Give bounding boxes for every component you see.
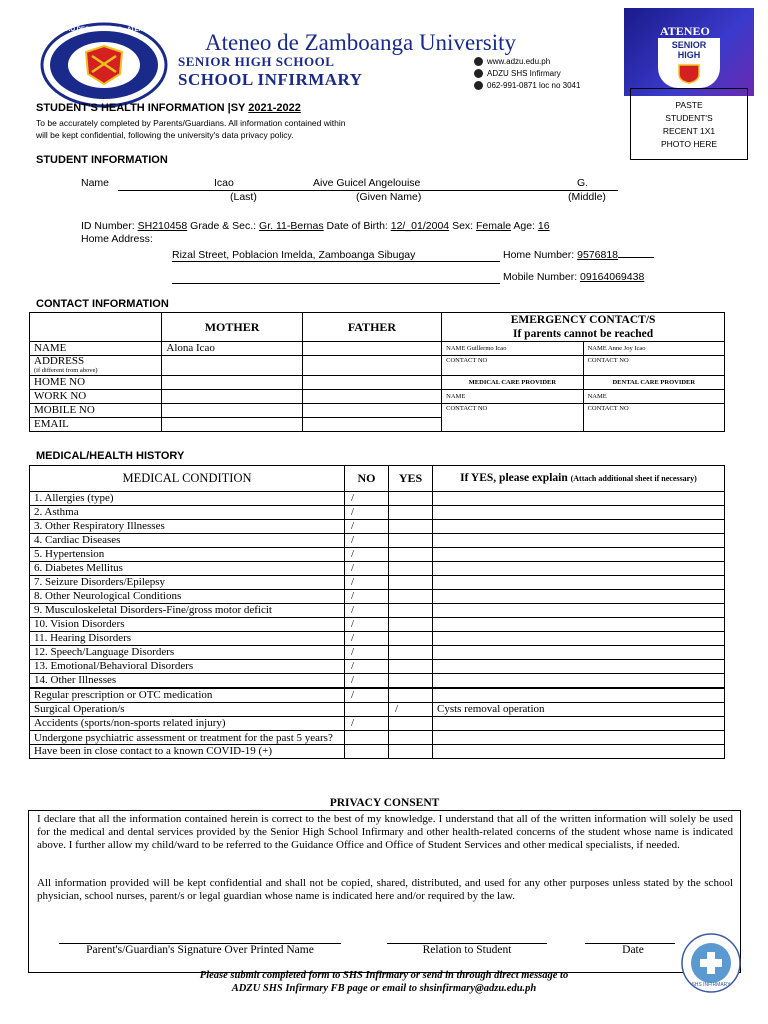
condition-label: 14. Other Illnesses: [30, 674, 345, 689]
explain-cell[interactable]: [433, 660, 725, 674]
col-explain: [433, 466, 725, 492]
intro-text-2: will be kept confidential, following the university's data privacy policy.: [36, 130, 294, 140]
yes-mark[interactable]: [389, 604, 433, 618]
history-title: MEDICAL/HEALTH HISTORY: [36, 450, 185, 462]
phone-text: 062-991-0871 loc no 3041: [487, 81, 581, 90]
photo-line-2: STUDENT'S: [665, 113, 713, 123]
condition-label: 12. Speech/Language Disorders: [30, 646, 345, 660]
relation-label: Relation to Student: [422, 944, 512, 956]
mother-address[interactable]: [162, 356, 302, 376]
condition-label: Accidents (sports/non-sports related injury): [30, 717, 345, 731]
table-row: [30, 492, 725, 506]
table-row: [30, 520, 725, 534]
photo-box[interactable]: [630, 88, 748, 160]
home-number-row: [503, 249, 654, 261]
id-value[interactable]: SH210458: [137, 220, 188, 232]
date-label: Date: [622, 944, 644, 956]
name-label: Name: [81, 177, 110, 189]
mother-work[interactable]: [162, 390, 302, 404]
no-mark[interactable]: /: [345, 520, 389, 534]
explain-cell[interactable]: [433, 646, 725, 660]
col-no: NO: [345, 466, 389, 492]
explain-cell[interactable]: [433, 590, 725, 604]
table-row: [30, 660, 725, 674]
website-text[interactable]: www.adzu.edu.ph: [487, 57, 551, 66]
age-value[interactable]: 16: [537, 220, 550, 232]
row-mobile-label: MOBILE NO: [30, 404, 162, 418]
condition-label: 10. Vision Disorders: [30, 618, 345, 632]
intro-text-1: To be accurately completed by Parents/Guardians. All information contained within: [36, 118, 346, 128]
yes-mark[interactable]: [389, 632, 433, 646]
row-name-label: NAME: [30, 342, 162, 356]
medical-provider-label: MEDICAL CARE PROVIDER: [442, 376, 583, 390]
table-row: [30, 562, 725, 576]
mobile-label: Mobile Number:: [503, 271, 578, 283]
history-table: [29, 465, 725, 759]
signature-label: Parent's/Guardian's Signature Over Printed Name: [86, 944, 314, 956]
table-row: [30, 618, 725, 632]
form-title: [36, 102, 301, 114]
table-row: [30, 731, 725, 745]
condition-label: Undergone psychiatric assessment or treatment for the past 5 years?: [30, 731, 345, 745]
father-address[interactable]: [302, 356, 441, 376]
home-number-label: Home Number:: [503, 249, 575, 261]
mother-home[interactable]: [162, 376, 302, 390]
yes-mark[interactable]: [389, 562, 433, 576]
privacy-para-2: All information provided will be kept confidential and shall not be copied, shared, distributed, and used for any other purposes unless stated by the school physician, school nurses, parent/s or legal guardian whose name is indicated here and/or required by the law.: [37, 877, 733, 902]
sex-value[interactable]: Female: [476, 220, 512, 232]
explain-cell[interactable]: [433, 618, 725, 632]
given-name[interactable]: Aive Guicel Angelouise: [313, 177, 421, 189]
condition-label: 9. Musculoskeletal Disorders-Fine/gross motor deficit: [30, 604, 345, 618]
age-label: Age:: [513, 220, 535, 232]
photo-line-3: RECENT 1X1: [662, 126, 716, 136]
stamp-text: SHS INFIRMARY: [691, 982, 731, 988]
facebook-icon: [474, 69, 483, 78]
dental-provider-label: DENTAL CARE PROVIDER: [583, 376, 724, 390]
condition-label: 2. Asthma: [30, 506, 345, 520]
address-row-text: ADDRESS: [34, 355, 85, 367]
logo-shs-text: SENIOR HIGH: [671, 40, 707, 60]
table-row: [30, 506, 725, 520]
dental-provider-contact[interactable]: CONTACT NO: [583, 404, 724, 432]
yes-mark[interactable]: [389, 731, 433, 745]
yes-mark[interactable]: /: [389, 703, 433, 717]
privacy-para-1: I declare that all the information contained herein is correct to the best of my knowledge. I understand that all of the written information will solely be used for the medical and dental services provided by the Senior High School Infirmary and other health-related concerns of the student whose name is indicated above. I further allow my child/ward to be referred to the Guidance Office and Office of Student Services and other medical specialists, if needed.: [37, 813, 733, 851]
logo-ateneo-text: ATENEO: [660, 24, 710, 38]
table-row: [30, 604, 725, 618]
no-mark[interactable]: /: [345, 590, 389, 604]
emergency-2-name[interactable]: NAME Anne Joy Icao: [583, 342, 724, 356]
yes-mark[interactable]: [389, 660, 433, 674]
facebook-line: [474, 69, 561, 78]
row-email-label: EMAIL: [30, 418, 162, 432]
table-row: [30, 703, 725, 717]
explain-cell[interactable]: [433, 506, 725, 520]
mother-email[interactable]: [162, 418, 302, 432]
school-name: SENIOR HIGH SCHOOL: [178, 54, 335, 69]
explain-cell[interactable]: [433, 492, 725, 506]
yes-mark[interactable]: [389, 674, 433, 689]
emergency-title: EMERGENCY CONTACT/S: [510, 314, 656, 326]
yes-mark[interactable]: [389, 618, 433, 632]
explain-cell[interactable]: [433, 576, 725, 590]
no-mark[interactable]: /: [345, 506, 389, 520]
col-yes: YES: [389, 466, 433, 492]
table-row: [30, 646, 725, 660]
student-info-title: STUDENT INFORMATION: [36, 154, 168, 166]
explain-cell[interactable]: [433, 745, 725, 759]
col-father: FATHER: [302, 313, 441, 342]
dental-provider-name[interactable]: NAME: [583, 390, 724, 404]
col-condition: MEDICAL CONDITION: [30, 466, 345, 492]
no-mark[interactable]: /: [345, 646, 389, 660]
emergency-1-contact[interactable]: CONTACT NO: [442, 356, 583, 376]
no-mark[interactable]: /: [345, 576, 389, 590]
contact-table: [29, 312, 725, 432]
ateneo-shs-logo: [624, 8, 754, 96]
condition-label: Surgical Operation/s: [30, 703, 345, 717]
father-mobile[interactable]: [302, 404, 441, 418]
condition-label: 4. Cardiac Diseases: [30, 534, 345, 548]
condition-label: 7. Seizure Disorders/Epilepsy: [30, 576, 345, 590]
yes-mark[interactable]: [389, 548, 433, 562]
explain-cell[interactable]: [433, 632, 725, 646]
infirmary-name: SCHOOL INFIRMARY: [178, 70, 363, 89]
given-caption: (Given Name): [356, 191, 422, 203]
university-name: Ateneo de Zamboanga University: [205, 30, 517, 55]
no-mark[interactable]: /: [345, 717, 389, 731]
row-home-label: HOME NO: [30, 376, 162, 390]
explain-cell[interactable]: [433, 604, 725, 618]
yes-mark[interactable]: [389, 717, 433, 731]
no-mark[interactable]: [345, 703, 389, 717]
shield-icon: [678, 64, 700, 84]
no-mark[interactable]: [345, 731, 389, 745]
seal-icon: [40, 22, 203, 108]
no-mark[interactable]: /: [345, 674, 389, 689]
dob-value[interactable]: 12/_01/2004: [390, 220, 450, 232]
condition-label: 5. Hypertension: [30, 548, 345, 562]
explain-cell[interactable]: [433, 520, 725, 534]
no-mark[interactable]: /: [345, 534, 389, 548]
explain-cell[interactable]: [433, 688, 725, 703]
father-work[interactable]: [302, 390, 441, 404]
condition-label: 11. Hearing Disorders: [30, 632, 345, 646]
phone-icon: [474, 81, 483, 90]
privacy-box: [28, 810, 741, 973]
col-explain-text: If YES, please explain: [460, 472, 568, 484]
condition-label: 13. Emotional/Behavioral Disorders: [30, 660, 345, 674]
medical-provider-contact[interactable]: CONTACT NO: [442, 404, 583, 432]
condition-label: 6. Diabetes Mellitus: [30, 562, 345, 576]
address-row-note: (if different from above): [34, 367, 98, 374]
dob-label: Date of Birth:: [326, 220, 388, 232]
id-label: ID Number:: [81, 220, 135, 232]
medical-provider-name[interactable]: NAME: [442, 390, 583, 404]
no-mark[interactable]: /: [345, 618, 389, 632]
yes-mark[interactable]: [389, 520, 433, 534]
yes-mark[interactable]: [389, 576, 433, 590]
mother-name[interactable]: Alona Icao: [162, 342, 302, 356]
table-row: [30, 632, 725, 646]
last-name[interactable]: Icao: [214, 177, 234, 189]
no-mark[interactable]: /: [345, 632, 389, 646]
explain-cell[interactable]: [433, 548, 725, 562]
globe-icon: [474, 57, 483, 66]
emergency-2-contact[interactable]: CONTACT NO: [583, 356, 724, 376]
no-mark[interactable]: /: [345, 604, 389, 618]
no-mark[interactable]: /: [345, 562, 389, 576]
explain-cell[interactable]: Cysts removal operation: [433, 703, 725, 717]
address-value[interactable]: Rizal Street, Poblacion Imelda, Zamboanga Sibugay: [172, 249, 500, 262]
no-mark[interactable]: /: [345, 688, 389, 703]
footer-line-2: ADZU SHS Infirmary FB page or email to shsinfirmary@adzu.edu.ph: [231, 983, 537, 994]
condition-label: 3. Other Respiratory Illnesses: [30, 520, 345, 534]
facebook-text[interactable]: ADZU SHS Infirmary: [487, 69, 561, 78]
explain-cell[interactable]: [433, 562, 725, 576]
mobile-row: [503, 271, 644, 283]
website-line: [474, 57, 550, 66]
yes-mark[interactable]: [389, 688, 433, 703]
table-row: [30, 717, 725, 731]
form-title-prefix: STUDENT'S HEALTH INFORMATION |SY: [36, 102, 249, 114]
mobile-value[interactable]: 09164069438: [580, 271, 645, 283]
sex-label: Sex:: [452, 220, 474, 232]
explain-cell[interactable]: [433, 534, 725, 548]
yes-mark[interactable]: [389, 492, 433, 506]
photo-line-1: PASTE: [675, 100, 703, 110]
middle-caption: (Middle): [568, 191, 606, 203]
yes-mark[interactable]: [389, 506, 433, 520]
row-work-label: WORK NO: [30, 390, 162, 404]
yes-mark[interactable]: [389, 534, 433, 548]
table-row: [30, 688, 725, 703]
address-label: Home Address:: [81, 233, 153, 245]
contact-info-title: CONTACT INFORMATION: [36, 298, 169, 310]
col-mother: MOTHER: [162, 313, 302, 342]
yes-mark[interactable]: [389, 646, 433, 660]
no-mark[interactable]: /: [345, 548, 389, 562]
yes-mark[interactable]: [389, 745, 433, 759]
phone-line: [474, 81, 580, 90]
address-line-2[interactable]: [172, 283, 500, 284]
university-seal: [40, 22, 203, 108]
emergency-1-name[interactable]: NAME Guillermo Icao: [442, 342, 583, 356]
explain-cell[interactable]: [433, 717, 725, 731]
mother-mobile[interactable]: [162, 404, 302, 418]
emergency-sub: If parents cannot be reached: [513, 328, 654, 340]
grade-value[interactable]: Gr. 11-Bernas: [259, 220, 324, 232]
row-address-label: [30, 356, 162, 376]
emergency-header: [442, 313, 725, 342]
school-year: 2021-2022: [248, 102, 301, 114]
explain-cell[interactable]: [433, 674, 725, 689]
privacy-title: PRIVACY CONSENT: [329, 797, 440, 809]
table-row: [30, 534, 725, 548]
photo-line-4: PHOTO HERE: [660, 139, 718, 149]
explain-cell[interactable]: [433, 731, 725, 745]
home-number-value[interactable]: 9576818: [577, 249, 619, 261]
yes-mark[interactable]: [389, 590, 433, 604]
last-caption: (Last): [230, 191, 257, 203]
father-email[interactable]: [302, 418, 441, 432]
table-row: [30, 674, 725, 689]
table-row: [30, 590, 725, 604]
condition-label: 1. Allergies (type): [30, 492, 345, 506]
table-row: [30, 745, 725, 759]
no-mark[interactable]: /: [345, 660, 389, 674]
father-name[interactable]: [302, 342, 441, 356]
condition-label: Regular prescription or OTC medication: [30, 688, 345, 703]
middle-name[interactable]: G.: [577, 177, 589, 189]
grade-label: Grade & Sec.:: [190, 220, 257, 232]
id-row: [81, 220, 550, 232]
col-explain-note: (Attach additional sheet if necessary): [570, 474, 697, 483]
no-mark[interactable]: [345, 745, 389, 759]
no-mark[interactable]: /: [345, 492, 389, 506]
condition-label: 8. Other Neurological Conditions: [30, 590, 345, 604]
seal-text: PRO DEO ET PATRIA · ATENEO DE ZAMBOANGA: [62, 27, 203, 33]
condition-label: Have been in close contact to a known COVID-19 (+): [30, 745, 345, 759]
table-row: [30, 576, 725, 590]
table-row: [30, 548, 725, 562]
father-home[interactable]: [302, 376, 441, 390]
footer-line-1: Please submit completed form to SHS Infirmary or send in through direct message to: [199, 970, 569, 981]
